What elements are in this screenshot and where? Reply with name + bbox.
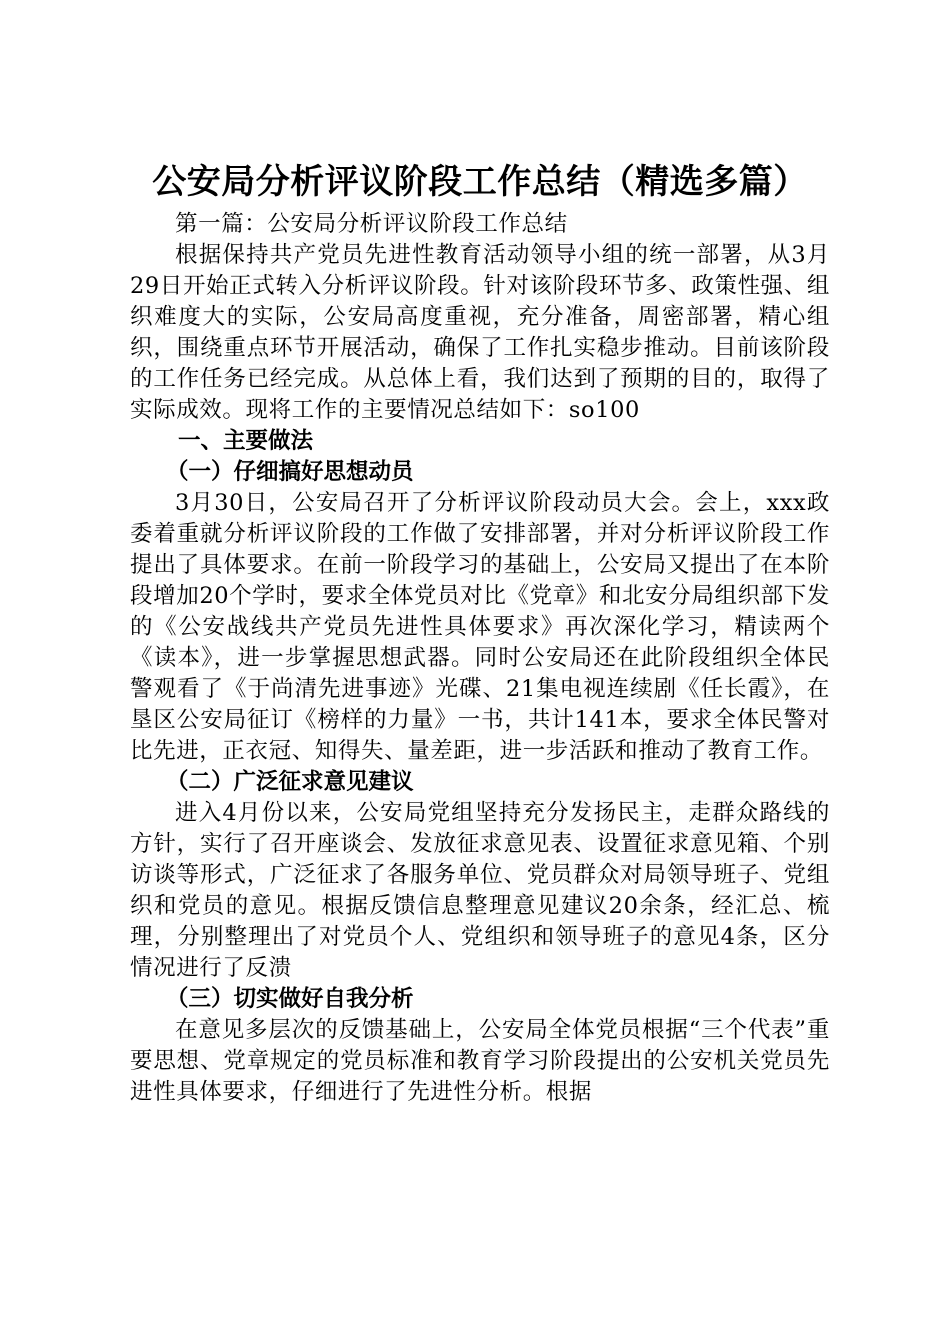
- document-page: [130, 155, 830, 1108]
- subsection-2-paragraph: 进入4月份以来，公安局党组坚持充分发扬民主，走群众路线的方针，实行了召开座谈会、发放征求意见表、设置征求意见箱、个别访谈等形式，广泛征求了各服务单位、党员群众对局领导班子、党组织和党员的意见。根据反馈信息整理意见建议20余条，经汇总、梳理，分别整理出了对党员个人、党组织和领导班子的意见4条，区分情况进行了反溃: [130, 800, 830, 981]
- intro-paragraph: 根据保持共产党员先进性教育活动领导小组的统一部署，从3月29日开始正式转入分析评议阶段。针对该阶段环节多、政策性强、组织难度大的实际，公安局高度重视，充分准备，周密部署，精心组织，围绕重点环节开展活动，确保了工作扎实稳步推动。目前该阶段的工作任务已经完成。从总体上看，我们达到了预期的目的，取得了实际成效。现将工作的主要情况总结如下：so100: [130, 242, 830, 423]
- subsection-1-paragraph: 3月30日，公安局召开了分析评议阶段动员大会。会上，xxx政委着重就分析评议阶段的工作做了安排部署，并对分析评议阶段工作提出了具体要求。在前一阶段学习的基础上，公安局又提出了在本阶段增加20个学时，要求全体党员对比《党章》和北安分局组织部下发的《公安战线共产党员先进性具体要求》再次深化学习，精读两个《读本》，进一步掌握思想武器。同时公安局还在此阶段组织全体民警观看了《于尚清先进事迹》光碟、21集电视连续剧《任长霞》，在垦区公安局征订《榜样的力量》一书，共计141本，要求全体民警对比先进，正衣冠、知得失、量差距，进一步活跃和推动了教育工作。: [130, 490, 830, 764]
- subsection-heading-3: （三）切实做好自我分析: [166, 986, 414, 1012]
- document-title: 公安局分析评议阶段工作总结（精选多篇）: [152, 162, 808, 202]
- document-subtitle: 第一篇：公安局分析评议阶段工作总结: [175, 211, 568, 237]
- subsection-3-paragraph: 在意见多层次的反馈基础上，公安局全体党员根据“三个代表”重要思想、党章规定的党员标准和教育学习阶段提出的公安机关党员先进性具体要求，仔细进行了先进性分析。根据: [130, 1017, 830, 1105]
- subsection-heading-2: （二）广泛征求意见建议: [166, 769, 414, 795]
- subsection-heading-1: （一）仔细搞好思想动员: [166, 459, 414, 485]
- section-heading-main-methods: 一、主要做法: [178, 428, 314, 454]
